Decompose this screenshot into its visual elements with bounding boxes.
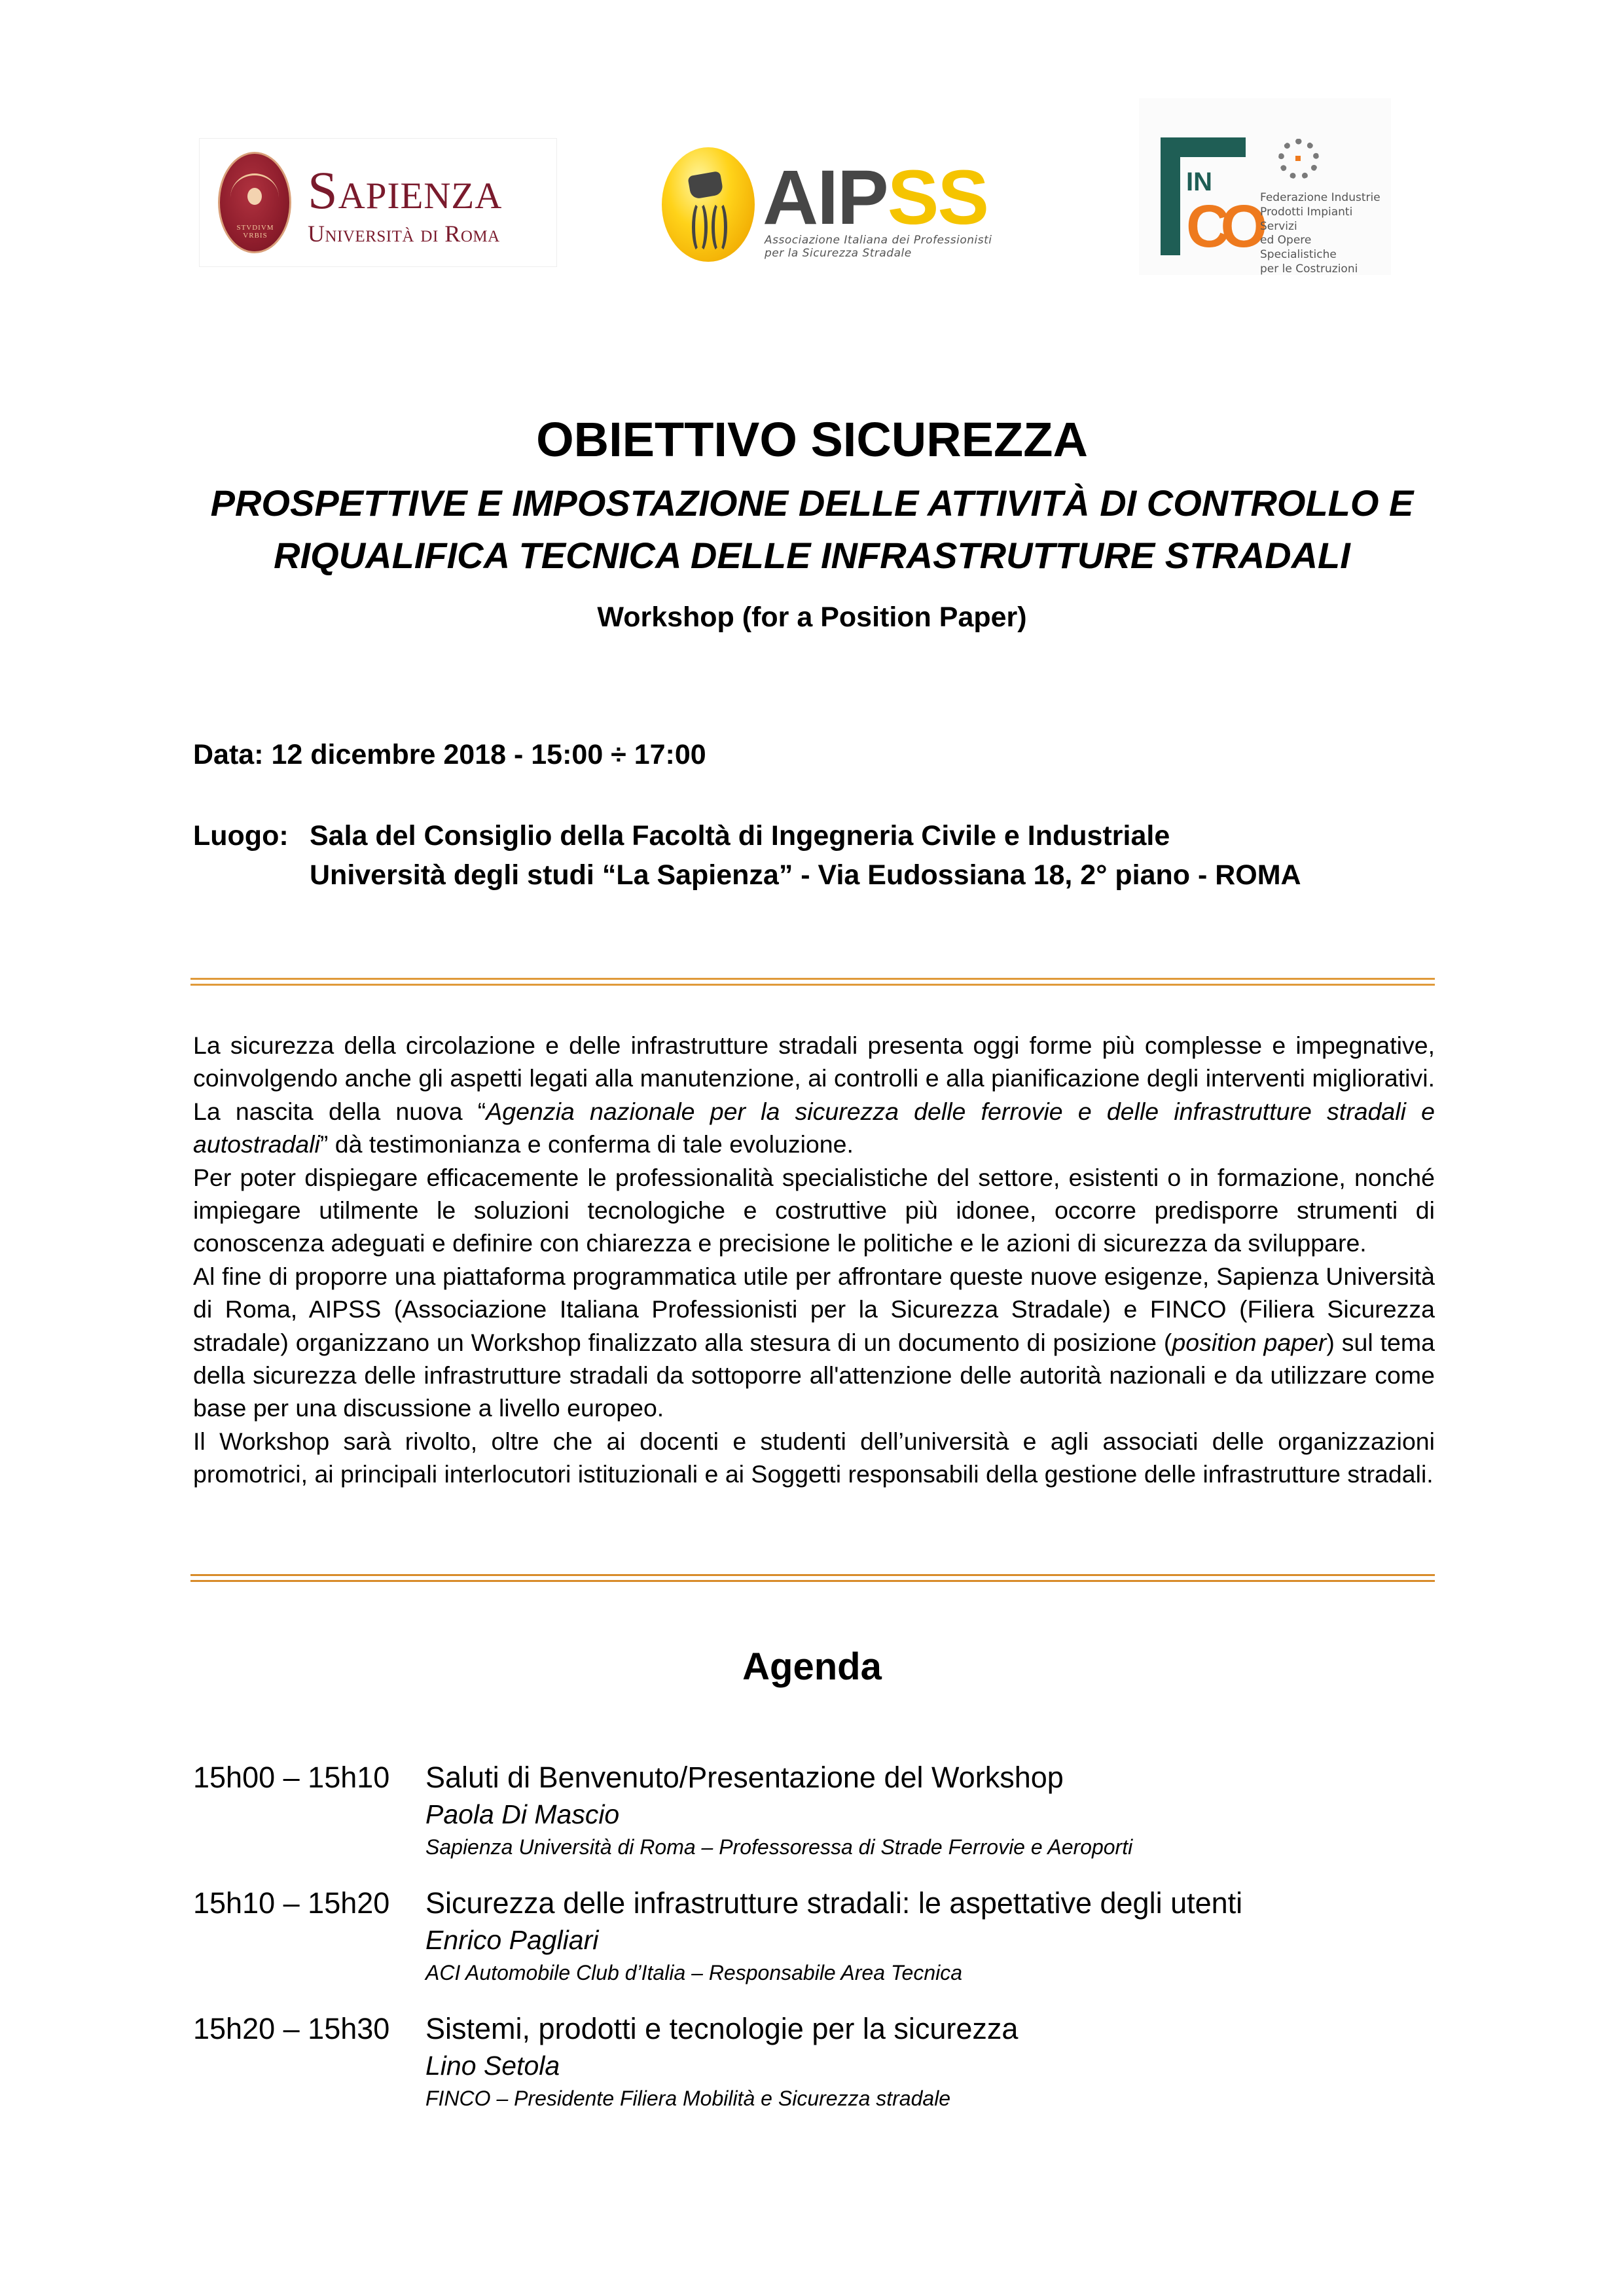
agenda-speaker: Lino Setola	[425, 2051, 560, 2081]
place-line-1: Sala del Consiglio della Facoltà di Ingegneria Civile e Industriale	[310, 820, 1170, 852]
agenda-affiliation: ACI Automobile Club d’Italia – Responsabile Area Tecnica	[425, 1961, 963, 1984]
place-label: Luogo:	[193, 820, 289, 852]
agenda-speaker: Paola Di Mascio	[425, 1799, 620, 1829]
aipss-logo	[658, 141, 1083, 265]
place-line-2: Università degli studi “La Sapienza” - Via Eudossiana 18, 2° piano - ROMA	[310, 859, 1301, 891]
paragraph-3: Al fine di proporre una piattaforma programmatica utile per affrontare queste nuove esigenze, Sapienza Università di Roma, AIPSS (Associazione Italiana Professionisti per la Sicurezza Stradale) e FINCO (Filiera Sicurezza stradale) organizzano un Workshop finalizzato alla stesura di un documento di posizione (position paper) sul tema della sicurezza delle infrastrutture stradali da sottoporre all'attenzione delle autorità nazionali e da utilizzare come base per una discussione a livello europeo.	[193, 1262, 1435, 1422]
agenda-affiliation: Sapienza Università di Roma – Professoressa di Strade Ferrovie e Aeroporti	[425, 1835, 1133, 1859]
sapienza-subtitle: Università di Roma	[308, 221, 500, 247]
paragraph-1: La sicurezza della circolazione e delle infrastrutture stradali presenta oggi forme più complesse e impegnative, coinvolgendo anche gli aspetti legati alla manutenzione, ai controlli e alla pianificazione degli interventi migliorativi. La nascita della nuova “Agenzia nazionale per la sicurezza delle ferrovie e delle infrastrutture stradali e autostradali” dà testimonianza e conferma di tale evoluzione.	[193, 1031, 1435, 1158]
agenda-topic: Sistemi, prodotti e tecnologie per la sicurezza	[425, 2012, 1019, 2045]
workshop-label: Workshop (for a Position Paper)	[597, 601, 1027, 633]
agenda-topic: Saluti di Benvenuto/Presentazione del Workshop	[425, 1761, 1064, 1794]
agenda-topic: Sicurezza delle infrastrutture stradali: le aspettative degli utenti	[425, 1886, 1243, 1920]
seal-motto: STVDIVM VRBIS	[236, 224, 274, 240]
agenda-title: Agenda	[742, 1645, 882, 1688]
subtitle-line-1: PROSPETTIVE E IMPOSTAZIONE DELLE ATTIVITÀ DI CONTROLLO E	[210, 482, 1414, 524]
intro-text	[193, 1029, 1435, 1491]
paragraph-2: Per poter dispiegare efficacemente le professionalità specialistiche del settore, esistenti o in formazione, nonché impiegare utilmente le soluzioni tecnologiche e costruttive più idonee, occorre predisporre strumenti di conoscenza adeguati e definire con chiarezza e precisione le politiche e le azioni di sicurezza da sviluppare.	[193, 1163, 1435, 1257]
divider-top	[190, 978, 1435, 986]
sapienza-wordmark: Sapienza	[308, 160, 503, 220]
agenda-item	[193, 2011, 1437, 2136]
aipss-wordmark: AIPSS	[763, 154, 988, 241]
finco-sun-icon	[1278, 139, 1319, 179]
agenda-time: 15h20 – 15h30	[193, 2012, 390, 2045]
page-title: OBIETTIVO SICUREZZA	[536, 412, 1088, 467]
paragraph-4: Il Workshop sarà rivolto, oltre che ai docenti e studenti dell’università e agli associati delle organizzazioni promotrici, ai principali interlocutori istituzionali e ai Soggetti responsabili della gestione delle infrastrutture stradali.	[193, 1427, 1435, 1488]
aipss-tagline: Associazione Italiana dei Professionisti per la Sicurezza Stradale	[765, 234, 992, 260]
agenda-time: 15h00 – 15h10	[193, 1761, 390, 1794]
sapienza-seal-icon	[218, 152, 291, 253]
agenda-affiliation: FINCO – Presidente Filiera Mobilità e Sicurezza stradale	[425, 2087, 951, 2110]
agenda-item	[193, 1759, 1437, 1885]
agenda-speaker: Enrico Pagliari	[425, 1925, 599, 1955]
finco-logo: IN CO Federazione Industrie Prodotti Impianti Servizi ed Opere Specialistiche per le Costruzioni	[1139, 98, 1391, 275]
event-date: Data: 12 dicembre 2018 - 15:00 ÷ 17:00	[193, 739, 706, 770]
skidding-car-icon	[662, 147, 755, 262]
subtitle-line-2: RIQUALIFICA TECNICA DELLE INFRASTRUTTURE STRADALI	[274, 535, 1350, 576]
finco-description: Federazione Industrie Prodotti Impianti Servizi ed Opere Specialistiche per le Costruzioni	[1260, 191, 1380, 276]
agenda-time: 15h10 – 15h20	[193, 1886, 390, 1920]
agenda-item	[193, 1885, 1437, 2011]
agenda-list	[193, 1759, 1437, 2136]
sapienza-logo	[200, 139, 556, 266]
divider-bottom	[190, 1574, 1435, 1582]
